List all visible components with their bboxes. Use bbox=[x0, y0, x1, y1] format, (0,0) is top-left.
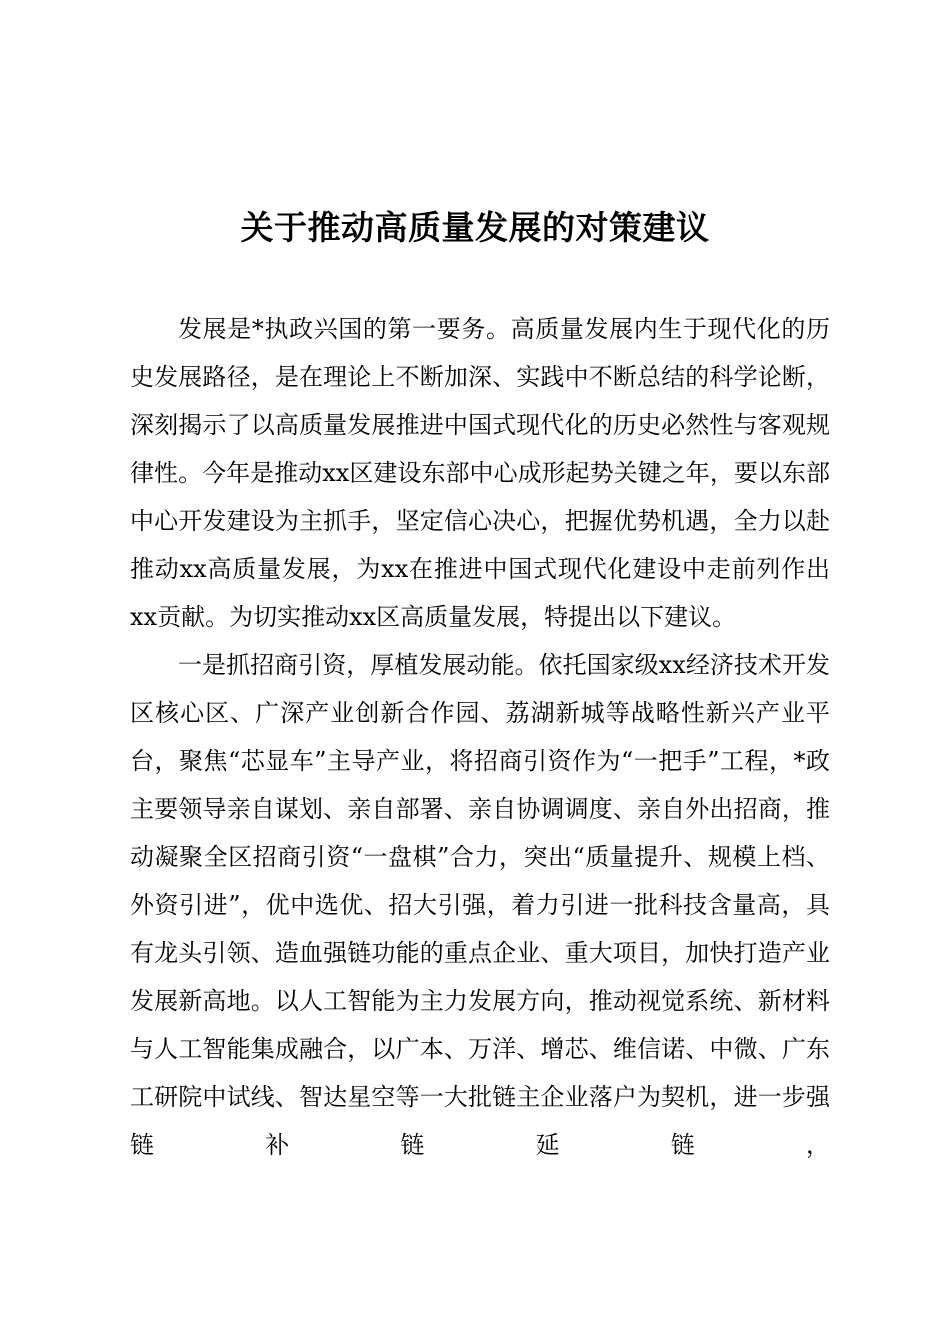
paragraph-intro: 发展是*执政兴国的第一要务。高质量发展内生于现代化的历史发展路径，是在理论上不断加深、实践中不断总结的科学论断，深刻揭示了以高质量发展推进中国式现代化的历史必然性与客观规律性。今年是推动xx区建设东部中心成形起势关键之年，要以东部中心开发建设为主抓手，坚定信心决心，把握优势机遇，全力以赴推动xx高质量发展，为xx在推进中国式现代化建设中走前列作出xx贡献。为切实推动xx区高质量发展，特提出以下建议。 bbox=[130, 315, 830, 631]
document-body bbox=[130, 305, 830, 1169]
paragraph-investment: 一是抓招商引资，厚植发展动能。依托国家级xx经济技术开发区核心区、广深产业创新合作园、荔湖新城等战略性新兴产业平台，聚焦“芯显车”主导产业，将招商引资作为“一把手”工程，*政主要领导亲自谋划、亲自部署、亲自协调调度、亲自外出招商，推动凝聚全区招商引资“一盘棋”合力，突出“质量提升、规模上档、外资引进”，优中选优、招大引强，着力引进一批科技含量高，具有龙头引领、造血强链功能的重点企业、重大项目，加快打造产业发展新高地。以人工智能为主力发展方向，推动视觉系统、新材料与人工智能集成融合，以广本、万洋、增芯、维信诺、中微、广东工研院中试线、智达星空等一大批链主企业落户为契机，进一步强链补链延链， bbox=[130, 651, 830, 1159]
document-title: 关于推动高质量发展的对策建议 bbox=[240, 208, 710, 247]
